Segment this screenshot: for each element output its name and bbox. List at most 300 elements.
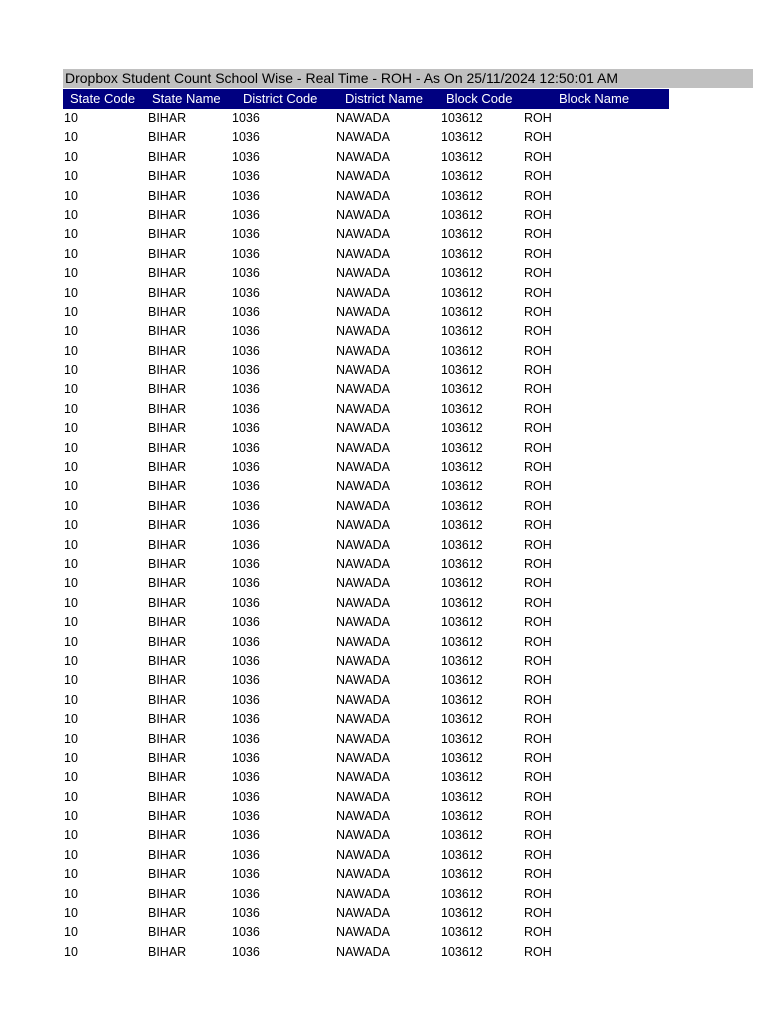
district-name-cell: NAWADA [336, 207, 390, 222]
state-code-cell: 10 [64, 518, 78, 533]
district-name-cell: NAWADA [336, 537, 390, 552]
table-row [0, 943, 768, 962]
block-name-cell: ROH [524, 789, 552, 804]
column-header-block-code: Block Code [446, 91, 513, 106]
district-code-cell: 1036 [232, 401, 260, 416]
table-row [0, 826, 768, 845]
table-row [0, 574, 768, 593]
table-row [0, 206, 768, 225]
state-name-cell: BIHAR [148, 809, 187, 824]
state-name-cell: BIHAR [148, 906, 187, 921]
block-name-cell: ROH [524, 227, 552, 242]
district-name-cell: NAWADA [336, 673, 390, 688]
district-name-cell: NAWADA [336, 227, 390, 242]
table-row [0, 594, 768, 613]
table-row [0, 342, 768, 361]
district-code-cell: 1036 [232, 673, 260, 688]
state-name-cell: BIHAR [148, 246, 187, 261]
block-code-cell: 103612 [441, 750, 483, 765]
district-name-cell: NAWADA [336, 925, 390, 940]
block-code-cell: 103612 [441, 169, 483, 184]
district-name-cell: NAWADA [336, 421, 390, 436]
block-name-cell: ROH [524, 944, 552, 959]
block-name-cell: ROH [524, 925, 552, 940]
table-row [0, 788, 768, 807]
table-row [0, 671, 768, 690]
block-code-cell: 103612 [441, 615, 483, 630]
state-code-cell: 10 [64, 498, 78, 513]
block-name-cell: ROH [524, 906, 552, 921]
block-code-cell: 103612 [441, 906, 483, 921]
block-code-cell: 103612 [441, 537, 483, 552]
state-code-cell: 10 [64, 789, 78, 804]
district-name-cell: NAWADA [336, 382, 390, 397]
district-code-cell: 1036 [232, 556, 260, 571]
table-row [0, 419, 768, 438]
state-code-cell: 10 [64, 479, 78, 494]
table-row [0, 264, 768, 283]
table-row [0, 710, 768, 729]
district-code-cell: 1036 [232, 460, 260, 475]
state-name-cell: BIHAR [148, 363, 187, 378]
table-body [0, 109, 768, 962]
state-code-cell: 10 [64, 324, 78, 339]
district-name-cell: NAWADA [336, 789, 390, 804]
block-name-cell: ROH [524, 169, 552, 184]
state-name-cell: BIHAR [148, 731, 187, 746]
state-name-cell: BIHAR [148, 130, 187, 145]
block-code-cell: 103612 [441, 440, 483, 455]
state-code-cell: 10 [64, 460, 78, 475]
state-code-cell: 10 [64, 382, 78, 397]
district-name-cell: NAWADA [336, 556, 390, 571]
state-code-cell: 10 [64, 944, 78, 959]
district-code-cell: 1036 [232, 944, 260, 959]
table-row [0, 187, 768, 206]
district-code-cell: 1036 [232, 266, 260, 281]
block-code-cell: 103612 [441, 479, 483, 494]
district-code-cell: 1036 [232, 886, 260, 901]
state-name-cell: BIHAR [148, 712, 187, 727]
district-name-cell: NAWADA [336, 809, 390, 824]
state-code-cell: 10 [64, 692, 78, 707]
district-name-cell: NAWADA [336, 130, 390, 145]
block-name-cell: ROH [524, 479, 552, 494]
district-code-cell: 1036 [232, 906, 260, 921]
district-code-cell: 1036 [232, 595, 260, 610]
state-name-cell: BIHAR [148, 382, 187, 397]
district-code-cell: 1036 [232, 382, 260, 397]
block-name-cell: ROH [524, 828, 552, 843]
district-code-cell: 1036 [232, 925, 260, 940]
state-name-cell: BIHAR [148, 944, 187, 959]
district-name-cell: NAWADA [336, 363, 390, 378]
district-name-cell: NAWADA [336, 111, 390, 125]
block-code-cell: 103612 [441, 266, 483, 281]
district-name-cell: NAWADA [336, 285, 390, 300]
block-name-cell: ROH [524, 731, 552, 746]
block-name-cell: ROH [524, 556, 552, 571]
block-name-cell: ROH [524, 440, 552, 455]
block-code-cell: 103612 [441, 149, 483, 164]
table-row [0, 749, 768, 768]
block-name-cell: ROH [524, 343, 552, 358]
state-name-cell: BIHAR [148, 324, 187, 339]
block-name-cell: ROH [524, 188, 552, 203]
district-code-cell: 1036 [232, 828, 260, 843]
state-code-cell: 10 [64, 207, 78, 222]
table-row [0, 167, 768, 186]
state-name-cell: BIHAR [148, 653, 187, 668]
state-code-cell: 10 [64, 731, 78, 746]
district-name-cell: NAWADA [336, 460, 390, 475]
state-name-cell: BIHAR [148, 867, 187, 882]
block-name-cell: ROH [524, 750, 552, 765]
block-code-cell: 103612 [441, 188, 483, 203]
district-name-cell: NAWADA [336, 906, 390, 921]
state-name-cell: BIHAR [148, 770, 187, 785]
block-name-cell: ROH [524, 324, 552, 339]
state-name-cell: BIHAR [148, 750, 187, 765]
district-name-cell: NAWADA [336, 304, 390, 319]
block-name-cell: ROH [524, 149, 552, 164]
table-row [0, 439, 768, 458]
state-name-cell: BIHAR [148, 634, 187, 649]
district-code-cell: 1036 [232, 809, 260, 824]
block-name-cell: ROH [524, 537, 552, 552]
district-code-cell: 1036 [232, 847, 260, 862]
block-code-cell: 103612 [441, 130, 483, 145]
block-code-cell: 103612 [441, 944, 483, 959]
block-name-cell: ROH [524, 576, 552, 591]
district-name-cell: NAWADA [336, 770, 390, 785]
block-name-cell: ROH [524, 246, 552, 261]
block-code-cell: 103612 [441, 207, 483, 222]
table-row [0, 225, 768, 244]
state-code-cell: 10 [64, 712, 78, 727]
state-code-cell: 10 [64, 653, 78, 668]
state-name-cell: BIHAR [148, 440, 187, 455]
state-code-cell: 10 [64, 304, 78, 319]
state-code-cell: 10 [64, 169, 78, 184]
block-name-cell: ROH [524, 460, 552, 475]
block-code-cell: 103612 [441, 847, 483, 862]
table-row [0, 768, 768, 787]
district-code-cell: 1036 [232, 518, 260, 533]
district-name-cell: NAWADA [336, 634, 390, 649]
state-code-cell: 10 [64, 401, 78, 416]
block-name-cell: ROH [524, 634, 552, 649]
block-code-cell: 103612 [441, 304, 483, 319]
block-code-cell: 103612 [441, 382, 483, 397]
district-code-cell: 1036 [232, 750, 260, 765]
state-name-cell: BIHAR [148, 188, 187, 203]
block-code-cell: 103612 [441, 246, 483, 261]
state-code-cell: 10 [64, 246, 78, 261]
block-code-cell: 103612 [441, 673, 483, 688]
state-name-cell: BIHAR [148, 304, 187, 319]
state-name-cell: BIHAR [148, 343, 187, 358]
block-name-cell: ROH [524, 304, 552, 319]
district-name-cell: NAWADA [336, 615, 390, 630]
block-code-cell: 103612 [441, 789, 483, 804]
block-code-cell: 103612 [441, 343, 483, 358]
table-row [0, 613, 768, 632]
table-row [0, 148, 768, 167]
table-row [0, 497, 768, 516]
state-code-cell: 10 [64, 343, 78, 358]
district-name-cell: NAWADA [336, 828, 390, 843]
block-name-cell: ROH [524, 518, 552, 533]
table-row [0, 245, 768, 264]
block-code-cell: 103612 [441, 324, 483, 339]
state-name-cell: BIHAR [148, 401, 187, 416]
block-code-cell: 103612 [441, 595, 483, 610]
district-code-cell: 1036 [232, 304, 260, 319]
block-code-cell: 103612 [441, 363, 483, 378]
block-code-cell: 103612 [441, 227, 483, 242]
state-name-cell: BIHAR [148, 828, 187, 843]
district-code-cell: 1036 [232, 207, 260, 222]
district-code-cell: 1036 [232, 421, 260, 436]
district-name-cell: NAWADA [336, 576, 390, 591]
state-name-cell: BIHAR [148, 460, 187, 475]
state-code-cell: 10 [64, 847, 78, 862]
block-code-cell: 103612 [441, 809, 483, 824]
state-code-cell: 10 [64, 537, 78, 552]
table-row [0, 400, 768, 419]
district-code-cell: 1036 [232, 789, 260, 804]
table-row [0, 128, 768, 147]
block-code-cell: 103612 [441, 886, 483, 901]
district-name-cell: NAWADA [336, 149, 390, 164]
table-row [0, 885, 768, 904]
state-name-cell: BIHAR [148, 227, 187, 242]
district-name-cell: NAWADA [336, 692, 390, 707]
district-code-cell: 1036 [232, 712, 260, 727]
block-code-cell: 103612 [441, 460, 483, 475]
block-code-cell: 103612 [441, 653, 483, 668]
table-row [0, 516, 768, 535]
state-code-cell: 10 [64, 925, 78, 940]
block-code-cell: 103612 [441, 421, 483, 436]
district-code-cell: 1036 [232, 615, 260, 630]
state-name-cell: BIHAR [148, 537, 187, 552]
state-code-cell: 10 [64, 363, 78, 378]
district-name-cell: NAWADA [336, 188, 390, 203]
block-code-cell: 103612 [441, 770, 483, 785]
block-name-cell: ROH [524, 886, 552, 901]
column-header-state-code: State Code [70, 91, 136, 106]
state-code-cell: 10 [64, 440, 78, 455]
state-code-cell: 10 [64, 615, 78, 630]
state-code-cell: 10 [64, 130, 78, 145]
state-code-cell: 10 [64, 149, 78, 164]
table-row [0, 284, 768, 303]
district-code-cell: 1036 [232, 576, 260, 591]
district-name-cell: NAWADA [336, 847, 390, 862]
district-code-cell: 1036 [232, 130, 260, 145]
state-name-cell: BIHAR [148, 789, 187, 804]
district-name-cell: NAWADA [336, 246, 390, 261]
table-row [0, 361, 768, 380]
state-code-cell: 10 [64, 576, 78, 591]
state-code-cell: 10 [64, 556, 78, 571]
table-row [0, 846, 768, 865]
state-name-cell: BIHAR [148, 673, 187, 688]
table-row [0, 303, 768, 322]
district-name-cell: NAWADA [336, 712, 390, 727]
block-name-cell: ROH [524, 285, 552, 300]
district-name-cell: NAWADA [336, 401, 390, 416]
district-name-cell: NAWADA [336, 595, 390, 610]
state-name-cell: BIHAR [148, 518, 187, 533]
block-code-cell: 103612 [441, 498, 483, 513]
state-name-cell: BIHAR [148, 886, 187, 901]
column-header-district-name: District Name [345, 91, 424, 106]
state-name-cell: BIHAR [148, 169, 187, 184]
district-name-cell: NAWADA [336, 944, 390, 959]
table-row [0, 555, 768, 574]
district-code-cell: 1036 [232, 343, 260, 358]
district-code-cell: 1036 [232, 169, 260, 184]
block-name-cell: ROH [524, 207, 552, 222]
table-row [0, 652, 768, 671]
table-row [0, 923, 768, 942]
state-code-cell: 10 [64, 809, 78, 824]
block-name-cell: ROH [524, 421, 552, 436]
district-code-cell: 1036 [232, 731, 260, 746]
district-code-cell: 1036 [232, 227, 260, 242]
block-code-cell: 103612 [441, 867, 483, 882]
state-name-cell: BIHAR [148, 111, 187, 125]
state-name-cell: BIHAR [148, 207, 187, 222]
table-row [0, 730, 768, 749]
state-code-cell: 10 [64, 867, 78, 882]
table-row [0, 458, 768, 477]
table-row [0, 807, 768, 826]
district-name-cell: NAWADA [336, 343, 390, 358]
column-header-district-code: District Code [243, 91, 318, 106]
block-name-cell: ROH [524, 770, 552, 785]
table-row [0, 865, 768, 884]
district-name-cell: NAWADA [336, 886, 390, 901]
state-name-cell: BIHAR [148, 479, 187, 494]
state-name-cell: BIHAR [148, 615, 187, 630]
table-row [0, 109, 768, 128]
state-name-cell: BIHAR [148, 576, 187, 591]
table-row [0, 380, 768, 399]
block-name-cell: ROH [524, 363, 552, 378]
state-code-cell: 10 [64, 634, 78, 649]
district-name-cell: NAWADA [336, 653, 390, 668]
block-code-cell: 103612 [441, 731, 483, 746]
state-code-cell: 10 [64, 673, 78, 688]
state-code-cell: 10 [64, 111, 78, 125]
block-code-cell: 103612 [441, 925, 483, 940]
block-code-cell: 103612 [441, 634, 483, 649]
column-header-state-name: State Name [152, 91, 221, 106]
district-name-cell: NAWADA [336, 731, 390, 746]
block-code-cell: 103612 [441, 576, 483, 591]
state-code-cell: 10 [64, 828, 78, 843]
district-code-cell: 1036 [232, 440, 260, 455]
district-code-cell: 1036 [232, 285, 260, 300]
district-code-cell: 1036 [232, 188, 260, 203]
state-code-cell: 10 [64, 421, 78, 436]
block-name-cell: ROH [524, 382, 552, 397]
table-row [0, 633, 768, 652]
state-code-cell: 10 [64, 750, 78, 765]
state-code-cell: 10 [64, 227, 78, 242]
table-row [0, 477, 768, 496]
district-code-cell: 1036 [232, 111, 260, 125]
table-header [63, 89, 669, 109]
block-name-cell: ROH [524, 615, 552, 630]
district-name-cell: NAWADA [336, 169, 390, 184]
state-name-cell: BIHAR [148, 421, 187, 436]
block-code-cell: 103612 [441, 712, 483, 727]
block-name-cell: ROH [524, 653, 552, 668]
district-code-cell: 1036 [232, 537, 260, 552]
state-name-cell: BIHAR [148, 692, 187, 707]
block-name-cell: ROH [524, 266, 552, 281]
state-name-cell: BIHAR [148, 847, 187, 862]
block-code-cell: 103612 [441, 401, 483, 416]
column-header-block-name: Block Name [559, 91, 630, 106]
district-code-cell: 1036 [232, 479, 260, 494]
state-code-cell: 10 [64, 285, 78, 300]
state-code-cell: 10 [64, 906, 78, 921]
table-row [0, 904, 768, 923]
state-name-cell: BIHAR [148, 149, 187, 164]
block-code-cell: 103612 [441, 556, 483, 571]
state-name-cell: BIHAR [148, 266, 187, 281]
table-row [0, 536, 768, 555]
district-code-cell: 1036 [232, 770, 260, 785]
block-name-cell: ROH [524, 498, 552, 513]
district-name-cell: NAWADA [336, 518, 390, 533]
block-name-cell: ROH [524, 130, 552, 145]
state-code-cell: 10 [64, 188, 78, 203]
state-name-cell: BIHAR [148, 556, 187, 571]
state-name-cell: BIHAR [148, 925, 187, 940]
block-code-cell: 103612 [441, 111, 483, 125]
block-name-cell: ROH [524, 692, 552, 707]
district-code-cell: 1036 [232, 324, 260, 339]
block-name-cell: ROH [524, 847, 552, 862]
block-code-cell: 103612 [441, 518, 483, 533]
district-code-cell: 1036 [232, 149, 260, 164]
state-code-cell: 10 [64, 886, 78, 901]
district-code-cell: 1036 [232, 246, 260, 261]
district-name-cell: NAWADA [336, 867, 390, 882]
state-name-cell: BIHAR [148, 285, 187, 300]
table-row [0, 691, 768, 710]
district-code-cell: 1036 [232, 867, 260, 882]
block-name-cell: ROH [524, 867, 552, 882]
district-name-cell: NAWADA [336, 479, 390, 494]
district-name-cell: NAWADA [336, 498, 390, 513]
state-name-cell: BIHAR [148, 595, 187, 610]
district-code-cell: 1036 [232, 653, 260, 668]
block-name-cell: ROH [524, 111, 552, 125]
block-code-cell: 103612 [441, 285, 483, 300]
state-code-cell: 10 [64, 770, 78, 785]
district-code-cell: 1036 [232, 634, 260, 649]
district-code-cell: 1036 [232, 692, 260, 707]
block-name-cell: ROH [524, 673, 552, 688]
